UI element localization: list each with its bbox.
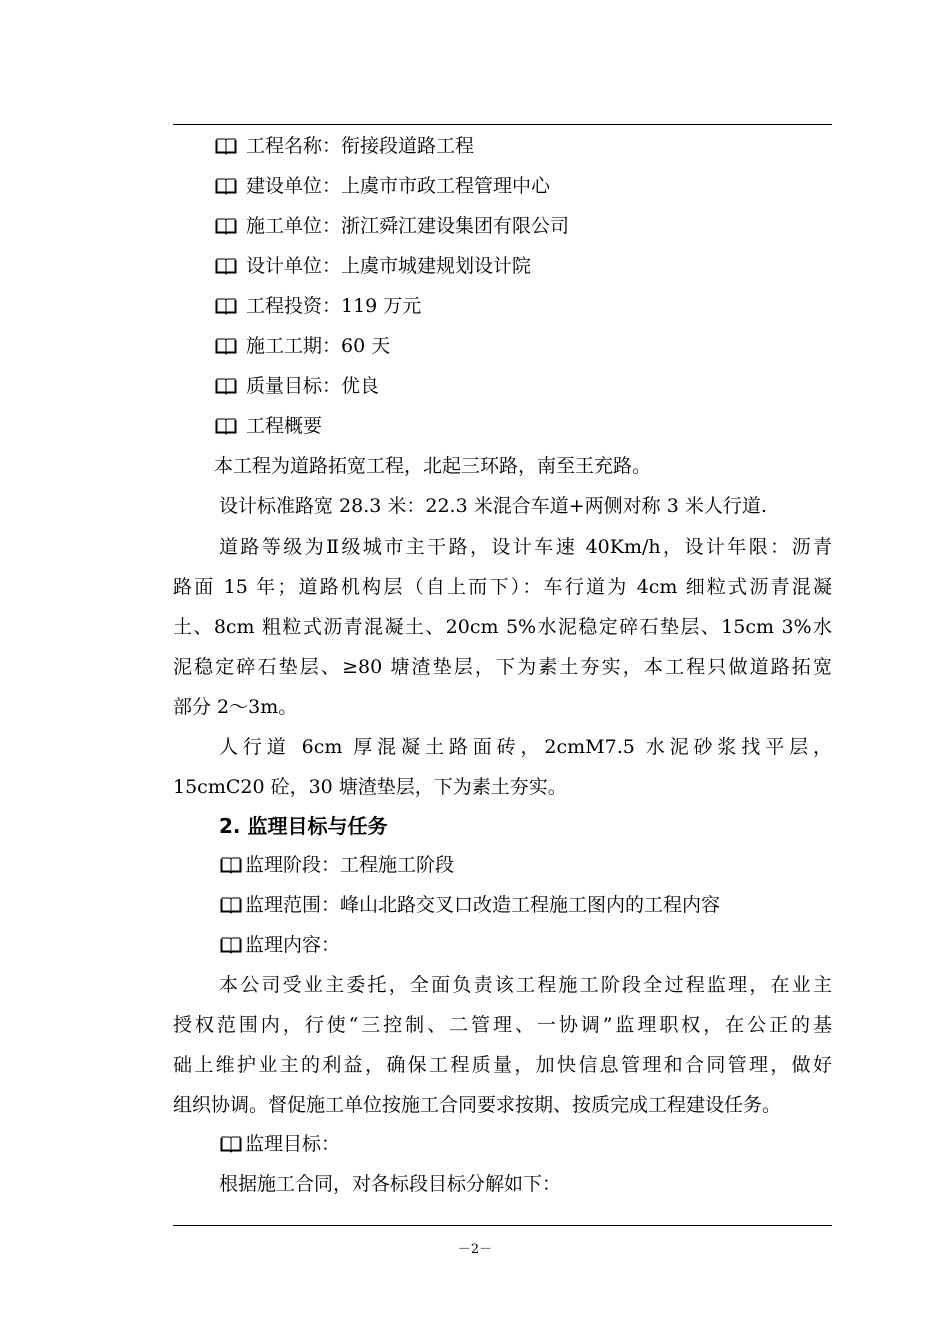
open-book-icon <box>219 895 243 913</box>
info-item-label: 施工工期：60 天 <box>246 335 391 357</box>
supervision-scope-text: 监理范围：峰山北路交叉口改造工程施工图内的工程内容 <box>245 894 721 916</box>
open-book-icon <box>219 1134 243 1152</box>
supervision-content-label-text: 监理内容： <box>245 934 341 956</box>
open-book-icon <box>214 376 238 394</box>
supervision-content-label <box>219 932 340 958</box>
open-book-icon <box>214 416 238 434</box>
supervision-scope <box>219 892 720 918</box>
info-item-label: 设计单位：上虞市城建规划设计院 <box>246 255 532 277</box>
info-item-investment <box>214 293 421 319</box>
info-item-label: 施工单位：浙江舜江建设集团有限公司 <box>246 215 570 237</box>
open-book-icon <box>214 336 238 354</box>
supervision-stage <box>219 852 454 878</box>
overview-paragraph-3-line: 部分 2～3m。 <box>173 696 298 718</box>
overview-paragraph-4-line: 15cmC20 砼，30 塘渣垫层，下为素土夯实。 <box>173 776 567 798</box>
overview-paragraph-3-line: 土、8cm 粗粒式沥青混凝土、20cm 5%水泥稳定碎石垫层、15cm 3%水 <box>173 616 832 638</box>
supervision-content-line: 本公司受业主委托，全面负责该工程施工阶段全过程监理，在业主 <box>219 974 832 996</box>
supervision-content-line: 组织协调。督促施工单位按施工合同要求按期、按质完成工程建设任务。 <box>173 1094 782 1116</box>
supervision-content-line: 础上维护业主的利益，确保工程质量，加快信息管理和合同管理，做好 <box>173 1054 832 1076</box>
page-number: －2－ <box>457 1242 493 1257</box>
overview-paragraph-3-line: 路面 15 年；道路机构层（自上而下）：车行道为 4cm 细粒式沥青混凝 <box>173 576 832 598</box>
open-book-icon <box>219 935 243 953</box>
supervision-target-label-text: 监理目标： <box>245 1133 341 1155</box>
supervision-target-label <box>219 1131 340 1157</box>
footer-rule <box>173 1225 832 1226</box>
info-item-label: 建设单位：上虞市市政工程管理中心 <box>246 175 551 197</box>
info-item-builder <box>214 173 550 199</box>
overview-paragraph-4-line: 人行道 6cm 厚混凝土路面砖，2cmM7.5 水泥砂浆找平层， <box>219 736 832 758</box>
overview-paragraph-3-line: 道路等级为Ⅱ级城市主干路，设计车速 40Km/h，设计年限：沥青 <box>219 536 832 558</box>
info-item-label: 工程投资：119 万元 <box>246 295 422 317</box>
info-item-overview <box>214 413 322 439</box>
supervision-content-line: 授权范围内，行使“三控制、二管理、一协调”监理职权，在公正的基 <box>173 1014 832 1036</box>
open-book-icon <box>214 176 238 194</box>
info-item-designer <box>214 253 531 279</box>
info-item-label: 工程概要 <box>246 415 323 437</box>
supervision-stage-text: 监理阶段：工程施工阶段 <box>245 854 455 876</box>
info-item-label: 质量目标：优良 <box>246 375 380 397</box>
overview-paragraph-2: 设计标准路宽 28.3 米：22.3 米混合车道+两侧对称 3 米人行道. <box>219 495 767 517</box>
info-item-contractor <box>214 213 569 239</box>
open-book-icon <box>214 256 238 274</box>
overview-paragraph-1: 本工程为道路拓宽工程，北起三环路，南至王充路。 <box>214 455 652 477</box>
info-item-label: 工程名称：衔接段道路工程 <box>246 135 475 157</box>
info-item-quality <box>214 373 379 399</box>
header-rule <box>173 124 832 125</box>
section-heading: 2. 监理目标与任务 <box>219 814 388 838</box>
info-item-project-name <box>214 133 474 159</box>
open-book-icon <box>219 855 243 873</box>
supervision-target-text: 根据施工合同，对各标段目标分解如下： <box>219 1173 562 1195</box>
open-book-icon <box>214 296 238 314</box>
overview-paragraph-3-line: 泥稳定碎石垫层、≥80 塘渣垫层，下为素土夯实，本工程只做道路拓宽 <box>173 656 832 678</box>
info-item-duration <box>214 333 390 359</box>
open-book-icon <box>214 136 238 154</box>
open-book-icon <box>214 216 238 234</box>
